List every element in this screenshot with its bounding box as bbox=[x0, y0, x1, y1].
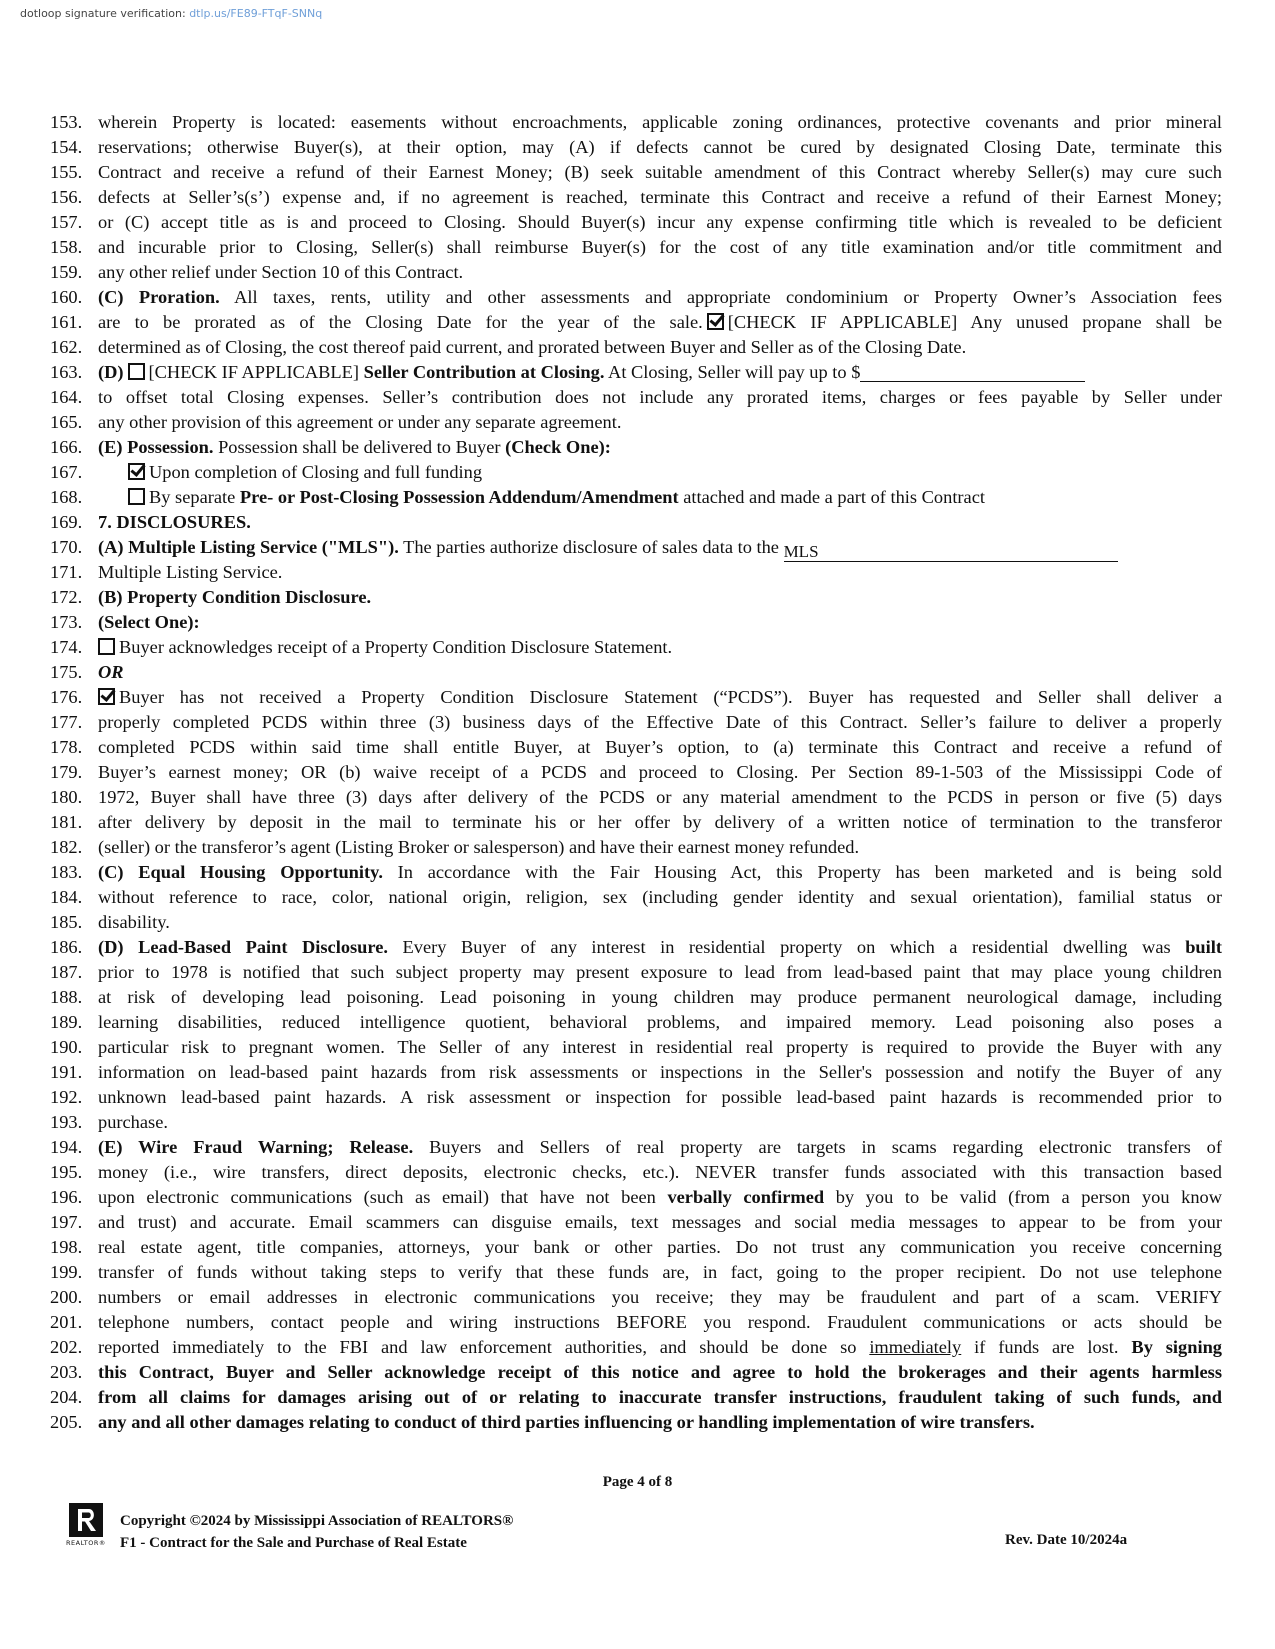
equal-housing-heading: (C) Equal Housing Opportunity. bbox=[98, 862, 383, 882]
line-176: 176. Buyer has not received a Property Condition Disclosure Statement (“PCDS”). Buyer has requested and Seller shall deliver a bbox=[50, 687, 1222, 707]
realtor-logo-text: REALTOR® bbox=[66, 1539, 106, 1547]
possession-addendum-checkbox[interactable] bbox=[128, 488, 145, 505]
line-155: 155. Contract and receive a refund of their Earnest Money; (B) seek suitable amendment of this Contract whereby Seller(s) may cure such bbox=[50, 162, 1222, 182]
line-162: 162. determined as of Closing, the cost thereof paid current, and prorated between Buyer and Seller as of the Closing Date. bbox=[50, 337, 967, 357]
line-160: 160. (C) Proration. All taxes, rents, utility and other assessments and appropriate condominium or Property Owner’s Association fees bbox=[50, 287, 1222, 307]
footer-copyright-block bbox=[120, 1510, 513, 1554]
property-condition-heading: (B) Property Condition Disclosure. bbox=[98, 587, 372, 607]
line-171: 171. Multiple Listing Service. bbox=[50, 562, 283, 582]
line-159: 159. any other relief under Section 10 of this Contract. bbox=[50, 262, 464, 282]
line-164: 164. to offset total Closing expenses. Seller’s contribution does not include any prorated items, charges or fees payable by Seller under bbox=[50, 387, 1222, 407]
possession-at-closing-checkbox[interactable] bbox=[128, 463, 145, 480]
line-189: 189. learning disabilities, reduced intelligence quotient, behavioral problems, and impaired memory. Lead poisoning also poses a bbox=[50, 1012, 1222, 1032]
line-184: 184. without reference to race, color, national origin, religion, sex (including gender identity and sexual orientation), familial status or bbox=[50, 887, 1222, 907]
realtor-logo bbox=[66, 1503, 106, 1547]
realtor-r-icon bbox=[69, 1503, 103, 1537]
signature-verification bbox=[20, 7, 322, 20]
pcds-received-checkbox[interactable] bbox=[98, 638, 115, 655]
line-168: 168. By separate Pre- or Post-Closing Possession Addendum/Amendment attached and made a part of this Contract bbox=[50, 487, 985, 507]
line-198: 198. real estate agent, title companies, attorneys, your bank or other parties. Do not trust any communication you receive concerning bbox=[50, 1237, 1222, 1257]
line-197: 197. and trust) and accurate. Email scammers can disguise emails, text messages and social media messages to appear to be from your bbox=[50, 1212, 1222, 1232]
line-156: 156. defects at Seller’s(s’) expense and, if no agreement is reached, terminate this Contract and receive a refund of their Earnest Money; bbox=[50, 187, 1222, 207]
line-175: 175. OR bbox=[50, 662, 124, 682]
line-167: 167. Upon completion of Closing and full funding bbox=[50, 462, 483, 482]
line-193: 193. purchase. bbox=[50, 1112, 168, 1132]
verification-link[interactable]: dtlp.us/FE89-FTqF-SNNq bbox=[189, 7, 323, 20]
seller-contribution-heading: Seller Contribution at Closing. bbox=[363, 362, 605, 382]
line-153: 153. wherein Property is located: easements without encroachments, applicable zoning ordinances, protective covenants and prior mineral bbox=[50, 112, 1222, 132]
seller-contribution-checkbox[interactable] bbox=[128, 363, 145, 380]
line-192: 192. unknown lead-based paint hazards. A risk assessment or inspection for possible lead-based paint hazards is recommended prior to bbox=[50, 1087, 1222, 1107]
line-154: 154. reservations; otherwise Buyer(s), at their option, may (A) if defects cannot be cured by designated Closing Date, terminate this bbox=[50, 137, 1222, 157]
possession-heading: (E) Possession. bbox=[98, 437, 214, 457]
proration-heading: (C) Proration. bbox=[98, 287, 220, 307]
line-190: 190. particular risk to pregnant women. The Seller of any interest in residential real property is required to provide the Buyer with any bbox=[50, 1037, 1222, 1057]
line-199: 199. transfer of funds without taking steps to verify that these funds are, in fact, going to the proper recipient. Do not use telephone bbox=[50, 1262, 1222, 1282]
line-185: 185. disability. bbox=[50, 912, 170, 932]
line-182: 182. (seller) or the transferor’s agent (Listing Broker or salesperson) and have their earnest money refunded. bbox=[50, 837, 860, 857]
page-number: Page 4 of 8 bbox=[602, 1474, 673, 1490]
line-180: 180. 1972, Buyer shall have three (3) days after delivery of the PCDS or any material amendment to the PCDS in person or five (5) days bbox=[50, 787, 1222, 807]
line-196: 196. upon electronic communications (such as email) that have not been verbally confirmed by you to be valid (from a person you know bbox=[50, 1187, 1222, 1207]
line-173: 173. (Select One): bbox=[50, 612, 200, 632]
verification-label: dotloop signature verification: bbox=[20, 7, 186, 20]
mls-heading: (A) Multiple Listing Service ("MLS"). bbox=[98, 537, 399, 557]
line-163: 163. (D) [CHECK IF APPLICABLE] Seller Contribution at Closing. At Closing, Seller will pay up to $ bbox=[50, 360, 1222, 385]
wire-fraud-heading: (E) Wire Fraud Warning; Release. bbox=[98, 1137, 414, 1157]
lead-paint-heading: (D) Lead-Based Paint Disclosure. bbox=[98, 937, 389, 957]
line-158: 158. and incurable prior to Closing, Seller(s) shall reimburse Buyer(s) for the cost of any title examination and/or title commitment and bbox=[50, 237, 1222, 257]
line-170: 170. (A) Multiple Listing Service ("MLS"). The parties authorize disclosure of sales data to the MLS bbox=[50, 535, 1222, 560]
line-204: 204. from all claims for damages arising out of or relating to inaccurate transfer instructions, fraudulent taking of such funds, and bbox=[50, 1387, 1222, 1407]
line-195: 195. money (i.e., wire transfers, direct deposits, electronic checks, etc.). NEVER transfer funds associated with this transaction based bbox=[50, 1162, 1222, 1182]
line-186: 186. (D) Lead-Based Paint Disclosure. Every Buyer of any interest in residential property on which a residential dwelling was built bbox=[50, 937, 1222, 957]
line-188: 188. at risk of developing lead poisoning. Lead poisoning in young children may produce permanent neurological damage, including bbox=[50, 987, 1222, 1007]
revision-date: Rev. Date 10/2024a bbox=[1005, 1532, 1128, 1548]
line-187: 187. prior to 1978 is notified that such subject property may present exposure to lead from lead-based paint that may place young children bbox=[50, 962, 1222, 982]
line-194: 194. (E) Wire Fraud Warning; Release. Buyers and Sellers of real property are targets in scams regarding electronic transfers of bbox=[50, 1137, 1222, 1157]
line-183: 183. (C) Equal Housing Opportunity. In accordance with the Fair Housing Act, this Property has been marketed and is being sold bbox=[50, 862, 1222, 882]
copyright-text: Copyright ©2024 by Mississippi Association of REALTORS® bbox=[120, 1513, 514, 1529]
propane-checkbox[interactable] bbox=[707, 313, 724, 330]
line-169: 169. 7. DISCLOSURES. bbox=[50, 510, 1222, 535]
pcds-not-received-checkbox[interactable] bbox=[98, 688, 115, 705]
contract-page-body bbox=[50, 110, 1222, 1435]
disclosures-heading: 7. DISCLOSURES. bbox=[98, 512, 251, 532]
line-202: 202. reported immediately to the FBI and law enforcement authorities, and should be done so immediately if funds are lost. By signing bbox=[50, 1337, 1222, 1357]
line-205: 205. any and all other damages relating to conduct of third parties influencing or handling implementation of wire transfers. bbox=[50, 1412, 1035, 1432]
line-157: 157. or (C) accept title as is and proceed to Closing. Should Buyer(s) incur any expense confirming title which is revealed to be deficient bbox=[50, 212, 1222, 232]
line-172: 172. (B) Property Condition Disclosure. bbox=[50, 585, 1222, 610]
line-179: 179. Buyer’s earnest money; OR (b) waive receipt of a PCDS and proceed to Closing. Per Section 89-1-503 of the Mississippi Code of bbox=[50, 762, 1222, 782]
line-174: 174. Buyer acknowledges receipt of a Property Condition Disclosure Statement. bbox=[50, 637, 673, 657]
line-165: 165. any other provision of this agreement or under any separate agreement. bbox=[50, 412, 622, 432]
line-181: 181. after delivery by deposit in the mail to terminate his or her offer by delivery of a written notice of termination to the transferor bbox=[50, 812, 1222, 832]
line-191: 191. information on lead-based paint hazards from risk assessments or inspections in the Seller's possession and notify the Buyer of any bbox=[50, 1062, 1222, 1082]
line-177: 177. properly completed PCDS within three (3) business days of the Effective Date of this Contract. Seller’s failure to deliver a properly bbox=[50, 712, 1222, 732]
line-200: 200. numbers or email addresses in electronic communications you receive; they may be fraudulent and part of a scam. VERIFY bbox=[50, 1287, 1222, 1307]
mls-name-field[interactable]: MLS bbox=[784, 543, 1118, 562]
line-161: 161. are to be prorated as of the Closing Date for the year of the sale. [CHECK IF APPLICABLE] Any unused propane shall be bbox=[50, 312, 1222, 332]
form-name: F1 - Contract for the Sale and Purchase of Real Estate bbox=[120, 1535, 467, 1551]
seller-contribution-amount-field[interactable] bbox=[860, 363, 1085, 382]
line-178: 178. completed PCDS within said time shall entitle Buyer, at Buyer’s option, to (a) terminate this Contract and receive a refund of bbox=[50, 737, 1222, 757]
line-201: 201. telephone numbers, contact people and wiring instructions BEFORE you respond. Fraudulent communications or acts should be bbox=[50, 1312, 1222, 1332]
line-166: 166. (E) Possession. Possession shall be delivered to Buyer (Check One): bbox=[50, 437, 611, 457]
line-203: 203. this Contract, Buyer and Seller acknowledge receipt of this notice and agree to hold the brokerages and their agents harmless bbox=[50, 1362, 1222, 1382]
